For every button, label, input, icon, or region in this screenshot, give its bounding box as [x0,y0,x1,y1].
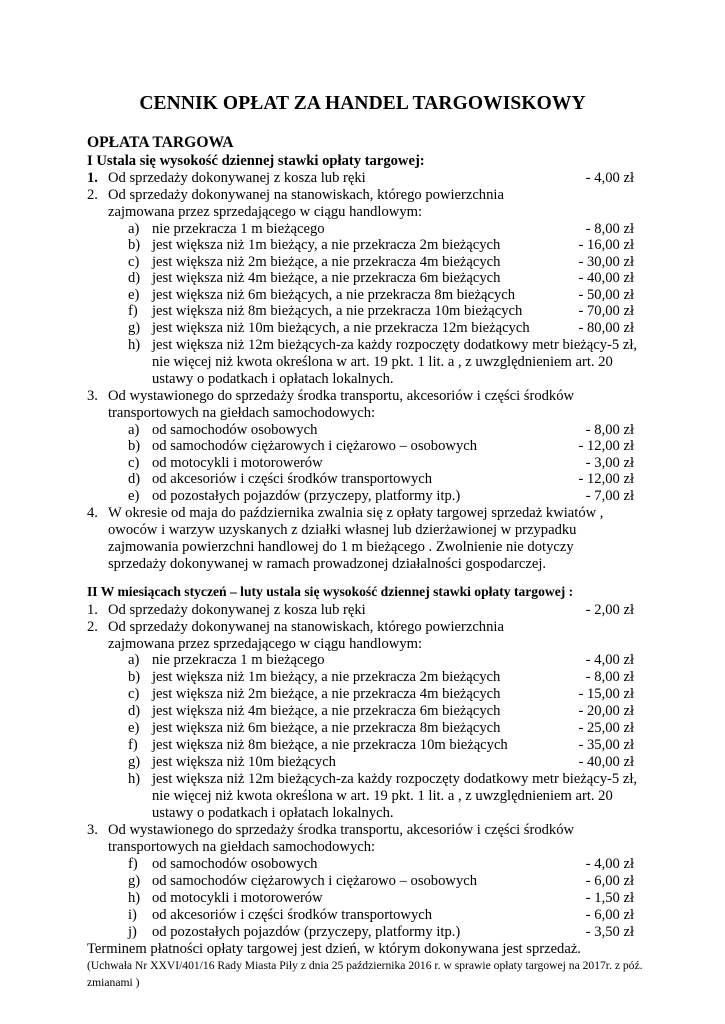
sub-letter: g) [128,320,141,336]
sub-text: ustawy o podatkach i opłatach lokalnych. [152,805,394,821]
sub-text: jest większa niż 6m bieżących, a nie przekracza 8m bieżących [152,287,516,303]
sub-letter: b) [128,669,141,685]
sub-text: od samochodów osobowych [152,422,318,438]
sub-amount: - 80,00 zł [578,320,634,336]
sub-letter: h) [128,771,141,787]
sub-letter: g) [128,754,141,770]
item-text: transportowych na giełdach samochodowych: [108,405,376,421]
sub-letter: g) [128,873,141,889]
item-text: zajmowania powierzchni handlowej do 1 m bieżącego . Zwolnienie nie dotyczy [108,539,574,555]
sub-text: jest większa niż 6m bieżące, a nie przekracza 8m bieżących [152,720,501,736]
sub-amount: - 35,00 zł [578,737,634,753]
item-amount: - 2,00 zł [585,602,634,618]
sub-letter: j) [128,924,137,940]
item-text: zajmowana przez sprzedającego w ciągu handlowym: [108,204,423,220]
sub-amount: - 6,00 zł [585,907,634,923]
sub-letter: i) [128,907,137,923]
p1-item4-line1 [0,504,725,522]
footnote: (Uchwała Nr XXVI/401/16 Rady Miasta Piły z dnia 25 października 2016 r. w sprawie opłaty targowej na 2017r. z póź. zmianami ) [87,959,643,989]
p1-item4-line2 [0,521,725,539]
sub-letter: e) [128,287,140,303]
p1-item3-line2 [0,404,725,422]
p2-sub-h-line3 [0,804,725,822]
sub-letter: e) [128,720,140,736]
sub-text: jest większa niż 10m bieżących [152,754,336,770]
item-text: Od sprzedaży dokonywanej na stanowiskach, którego powierzchnia [108,187,504,203]
sub-amount: - 8,00 zł [585,221,634,237]
item-text: Od sprzedaży dokonywanej z kosza lub ręki [108,602,366,618]
p2-sub-f [0,736,725,754]
p2-sub-a [0,651,725,669]
sub-text: jest większa niż 8m bieżących, a nie przekracza 10m bieżących [152,303,523,319]
section-heading: OPŁATA TARGOWA [87,134,234,151]
sub-amount: - 6,00 zł [585,873,634,889]
item-text: zajmowana przez sprzedającego w ciągu handlowym: [108,636,423,652]
sub-amount: - 4,00 zł [585,856,634,872]
p1-item2-line2 [0,203,725,221]
sub-text: jest większa niż 4m bieżące, a nie przekracza 6m bieżących [152,270,501,286]
sub-text: od pozostałych pojazdów (przyczepy, platformy itp.) [152,488,461,504]
document-title: CENNIK OPŁAT ZA HANDEL TARGOWISKOWY [139,93,586,114]
sub-letter: c) [128,686,140,702]
sub-text: jest większa niż 8m bieżące, a nie przekracza 10m bieżących [152,737,508,753]
p2-sub-b [0,668,725,686]
sub-text: od pozostałych pojazdów (przyczepy, platformy itp.) [152,924,461,940]
p2-transport-i [0,906,725,924]
sub-letter: d) [128,703,141,719]
sub-text: od samochodów ciężarowych i ciężarowo – osobowych [152,438,478,454]
p2-transport-h [0,889,725,907]
sub-amount: - 25,00 zł [578,720,634,736]
sub-letter: c) [128,455,140,471]
sub-text: jest większa niż 1m bieżący, a nie przekracza 2m bieżących [152,237,501,253]
p1-sub-d [0,269,725,287]
sub-amount: - 12,00 zł [578,438,634,454]
part1-heading: I Ustala się wysokość dziennej stawki opłaty targowej: [87,153,425,169]
sub-amount: - 16,00 zł [578,237,634,253]
p1-item4-line4 [0,555,725,573]
part1-heading-line [0,152,725,170]
p2-item1 [0,601,725,619]
item-number: 3. [87,822,98,838]
p1-transport-d [0,470,725,488]
sub-text: od motocykli i motorowerów [152,455,323,471]
p1-item2-line1 [0,186,725,204]
sub-text: od samochodów osobowych [152,856,318,872]
p1-item1 [0,169,725,187]
item-number: 2. [87,619,98,635]
p2-sub-c [0,685,725,703]
p2-sub-e [0,719,725,737]
sub-letter: b) [128,438,141,454]
p2-item3-line2 [0,838,725,856]
sub-text: nie przekracza 1 m bieżącego [152,652,325,668]
sub-letter: f) [128,303,138,319]
p2-sub-h-line2 [0,787,725,805]
sub-letter: d) [128,471,141,487]
sub-letter: f) [128,856,138,872]
p1-sub-h-line3 [0,370,725,388]
payment-term: Terminem płatności opłaty targowej jest dzień, w którym dokonywana jest sprzedaż. [87,941,581,957]
p1-sub-f [0,302,725,320]
p1-sub-h-line2 [0,353,725,371]
item-text: Od sprzedaży dokonywanej na stanowiskach, którego powierzchnia [108,619,504,635]
sub-text: jest większa niż 12m bieżących-za każdy rozpoczęty dodatkowy metr bieżący-5 zł, [152,337,638,353]
sub-amount: - 7,00 zł [585,488,634,504]
p2-transport-j [0,923,725,941]
item-text: Od wystawionego do sprzedaży środka transportu, akcesoriów i części środków [108,388,575,404]
sub-amount: - 3,50 zł [585,924,634,940]
sub-amount: - 50,00 zł [578,287,634,303]
part2-heading: II W miesiącach styczeń – luty ustala się wysokość dziennej stawki opłaty targowej : [87,584,574,599]
sub-amount: - 40,00 zł [578,270,634,286]
sub-amount: - 30,00 zł [578,254,634,270]
sub-text: od akcesoriów i części środków transportowych [152,907,433,923]
sub-letter: c) [128,254,140,270]
sub-text: od samochodów ciężarowych i ciężarowo – osobowych [152,873,478,889]
sub-amount: - 3,00 zł [585,455,634,471]
sub-letter: b) [128,237,141,253]
sub-letter: d) [128,270,141,286]
item-text: W okresie od maja do października zwalnia się z opłaty targowej sprzedaż kwiatów , [108,505,604,521]
sub-letter: f) [128,737,138,753]
item-number: 1. [87,170,98,186]
sub-text: nie więcej niż kwota określona w art. 19 pkt. 1 lit. a , z uwzględnieniem art. 20 [152,354,613,370]
sub-letter: h) [128,337,141,353]
item-number: 3. [87,388,98,404]
p2-sub-h-line1 [0,770,725,788]
item-text: transportowych na giełdach samochodowych: [108,839,376,855]
p1-sub-g [0,319,725,337]
sub-amount: - 70,00 zł [578,303,634,319]
sub-letter: h) [128,890,141,906]
p1-transport-e [0,487,725,505]
sub-text: jest większa niż 10m bieżących, a nie przekracza 12m bieżących [152,320,530,336]
item-text: Od sprzedaży dokonywanej z kosza lub ręki [108,170,366,186]
sub-amount: - 40,00 zł [578,754,634,770]
sub-text: jest większa niż 4m bieżące, a nie przekracza 6m bieżących [152,703,501,719]
p2-sub-g [0,753,725,771]
sub-text: nie przekracza 1 m bieżącego [152,221,325,237]
sub-amount: - 1,50 zł [585,890,634,906]
item-text: Od wystawionego do sprzedaży środka transportu, akcesoriów i części środków [108,822,575,838]
p1-sub-h-line1 [0,336,725,354]
p1-item3-line1 [0,387,725,405]
sub-letter: a) [128,221,140,237]
sub-text: jest większa niż 1m bieżący, a nie przekracza 2m bieżących [152,669,501,685]
sub-letter: e) [128,488,140,504]
sub-text: jest większa niż 2m bieżące, a nie przekracza 4m bieżących [152,254,501,270]
sub-amount: - 8,00 zł [585,669,634,685]
item-text: sprzedaży dokonywanej w ramach prowadzonej działalności gospodarczej. [108,556,547,572]
p1-sub-b [0,236,725,254]
sub-amount: - 12,00 zł [578,471,634,487]
sub-amount: - 4,00 zł [585,652,634,668]
p1-transport-b [0,437,725,455]
sub-letter: a) [128,652,140,668]
item-number: 2. [87,187,98,203]
sub-text: jest większa niż 12m bieżących-za każdy rozpoczęty dodatkowy metr bieżący-5 zł, [152,771,638,787]
sub-letter: a) [128,422,140,438]
part2-heading-line [0,583,725,601]
item-number: 4. [87,505,98,521]
sub-text: od akcesoriów i części środków transportowych [152,471,433,487]
sub-text: nie więcej niż kwota określona w art. 19 pkt. 1 lit. a , z uwzględnieniem art. 20 [152,788,613,804]
section-heading-line [0,134,725,152]
p2-transport-g [0,872,725,890]
p2-item2-line1 [0,618,725,636]
p2-sub-d [0,702,725,720]
sub-text: jest większa niż 2m bieżące, a nie przekracza 4m bieżących [152,686,501,702]
p2-item3-line1 [0,821,725,839]
sub-amount: - 20,00 zł [578,703,634,719]
sub-text: od motocykli i motorowerów [152,890,323,906]
p1-item4-line3 [0,538,725,556]
item-amount: - 4,00 zł [585,170,634,186]
payment-term-line [0,940,725,958]
sub-text: ustawy o podatkach i opłatach lokalnych. [152,371,394,387]
item-text: owoców i warzyw uzyskanych z działki własnej lub dzierżawionej w przypadku [108,522,577,538]
sub-amount: - 15,00 zł [578,686,634,702]
sub-amount: - 8,00 zł [585,422,634,438]
p2-transport-f [0,855,725,873]
item-number: 1. [87,602,98,618]
